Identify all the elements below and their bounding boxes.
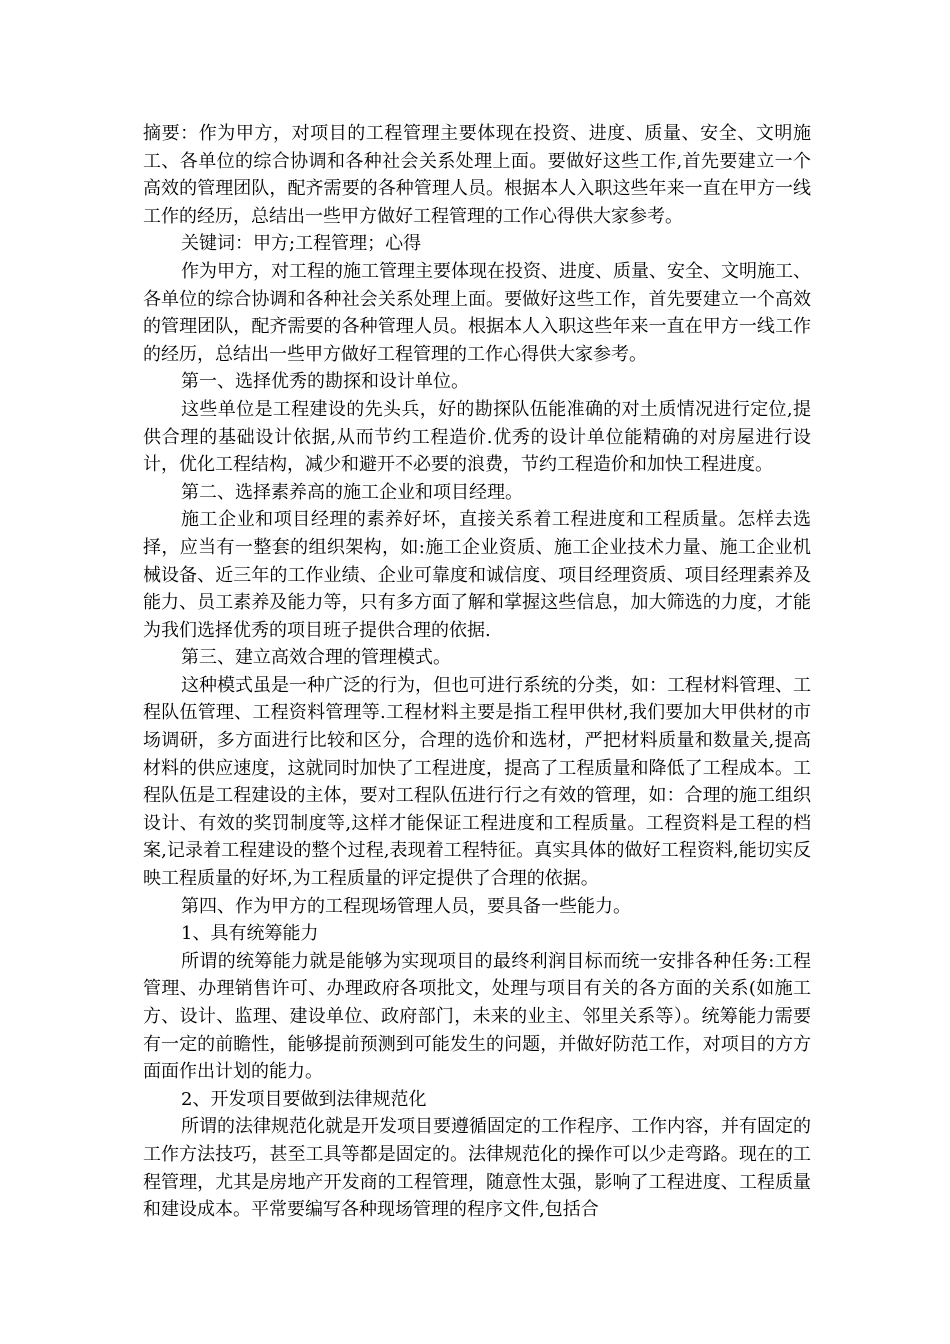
- body-paragraph: 施工企业和项目经理的素养好坏，直接关系着工程进度和工程质量。怎样去选择，应当有一整套的组织架构，如:施工企业资质、施工企业技术力量、施工企业机械设备、近三年的工作业绩、企业可靠度和诚信度、项目经理资质、项目经理素养及能力、员工素养及能力等，只有多方面了解和掌握这些信息，加大筛选的力度，才能为我们选择优秀的项目班子提供合理的依据.: [143, 509, 811, 641]
- section-heading-1: 第一、选择优秀的勘探和设计单位。: [181, 371, 469, 393]
- subsection-heading-2: 2、开发项目要做到法律规范化: [181, 1088, 427, 1110]
- document-page: [143, 120, 811, 1224]
- body-paragraph: 所谓的法律规范化就是开发项目要遵循固定的工作程序、工作内容，并有固定的工作方法技巧，甚至工具等都是固定的。法律规范化的操作可以少走弯路。现在的工程管理，尤其是房地产开发商的工程管理，随意性太强，影响了工程进度、工程质量和建设成本。平常要编写各种现场管理的程序文件,包括合: [143, 1116, 811, 1221]
- abstract-paragraph: 摘要：作为甲方，对项目的工程管理主要体现在投资、进度、质量、安全、文明施工、各单位的综合协调和各种社会关系处理上面。要做好这些工作,首先要建立一个高效的管理团队，配齐需要的各种管理人员。根据本人入职这些年来一直在甲方一线工作的经历，总结出一些甲方做好工程管理的工作心得供大家参考。: [143, 123, 811, 227]
- body-paragraph: 这些单位是工程建设的先头兵，好的勘探队伍能准确的对土质情况进行定位,提供合理的基础设计依据,从而节约工程造价.优秀的设计单位能精确的对房屋进行设计，优化工程结构，减少和避开不必要的浪费，节约工程造价和加快工程进度。: [143, 398, 811, 476]
- section-heading-4: 第四、作为甲方的工程现场管理人员，要具备一些能力。: [181, 895, 631, 917]
- intro-paragraph: 作为甲方，对工程的施工管理主要体现在投资、进度、质量、安全、文明施工、各单位的综合协调和各种社会关系处理上面。要做好这些工作，首先要建立一个高效的管理团队，配齐需要的各种管理人员。根据本人入职这些年来一直在甲方一线工作的经历，总结出一些甲方做好工程管理的工作心得供大家参考。: [143, 260, 811, 365]
- body-paragraph: 所谓的统筹能力就是能够为实现项目的最终利润目标而统一安排各种任务:工程管理、办理销售许可、办理政府各项批文，处理与项目有关的各方面的关系(如施工方、设计、监理、建设单位、政府部门，未来的业主、邻里关系等）。统筹能力需要有一定的前瞻性，能够提前预测到可能发生的问题，并做好防范工作，对项目的方方面面作出计划的能力。: [143, 950, 811, 1083]
- section-heading-2: 第二、选择素养高的施工企业和项目经理。: [181, 481, 523, 503]
- body-paragraph: 这种模式虽是一种广泛的行为，但也可进行系统的分类，如：工程材料管理、工程队伍管理、工程资料管理等.工程材料主要是指工程甲供材,我们要加大甲供材的市场调研，多方面进行比较和区分，合理的选价和选材，严把材料质量和数量关,提高材料的供应速度，这就同时加快了工程进度，提高了工程质量和降低了工程成本。工程队伍是工程建设的主体，要对工程队伍进行行之有效的管理，如：合理的施工组织设计、有效的奖罚制度等,这样才能保证工程进度和工程质量。工程资料是工程的档案,记录着工程建设的整个过程,表现着工程特征。真实具体的做好工程资料,能切实反映工程质量的好坏,为工程质量的评定提供了合理的依据。: [143, 674, 811, 890]
- section-heading-3: 第三、建立高效合理的管理模式。: [181, 647, 451, 669]
- subsection-heading-1: 1、具有统筹能力: [181, 923, 319, 945]
- keywords-paragraph: 关键词：甲方;工程管理；心得: [181, 233, 422, 255]
